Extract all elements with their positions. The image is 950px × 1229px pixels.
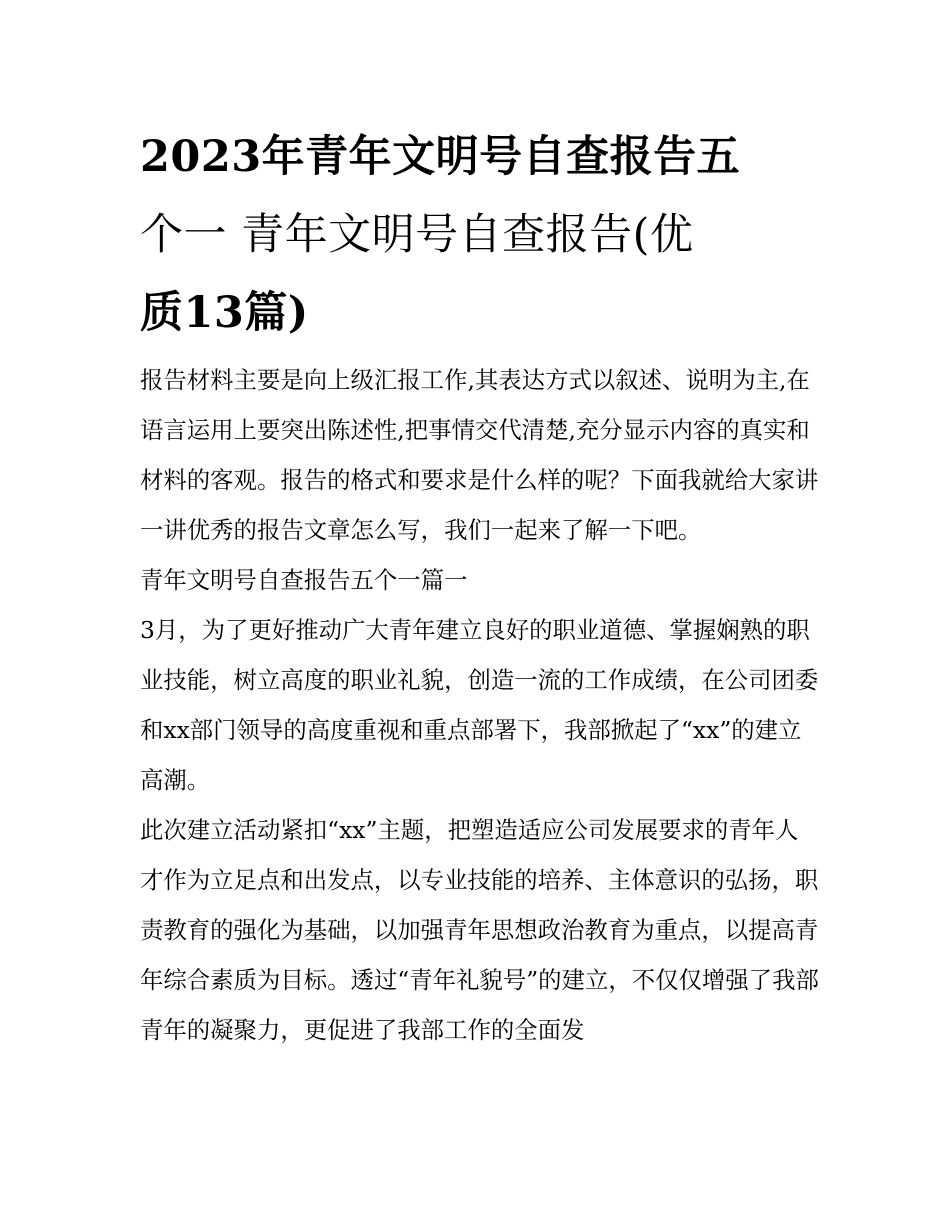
section-heading: 青年文明号自查报告五个一篇一 (140, 566, 468, 594)
body-paragraph: 此次建立活动紧扣“xx”主题，把塑造适应公司发展要求的青年人才作为立足点和出发点，以专业技能的培养、主体意识的弘扬，职责教育的强化为基础，以加强青年思想政治教育为重点，以提高青年综合素质为目标。透过“青年礼貌号”的建立，不仅仅增强了我部青年的凝聚力，更促进了我部工作的全面发 (140, 816, 819, 1044)
title-line-1: 2023年青年文明号自查报告五 (140, 132, 741, 182)
intro-paragraph: 报告材料主要是向上级汇报工作,其表达方式以叙述、说明为主,在语言运用上要突出陈述性,把事情交代清楚,充分显示内容的真实和材料的客观。报告的格式和要求是什么样的呢？下面我就给大家讲一讲优秀的报告文章怎么写，我们一起来了解一下吧。 (140, 366, 819, 544)
title-line-3: 质13篇) (140, 288, 309, 338)
title-line-2: 个一 青年文明号自查报告(优 (140, 210, 694, 260)
body-paragraph: 3月，为了更好推动广大青年建立良好的职业道德、掌握娴熟的职业技能，树立高度的职业礼貌，创造一流的工作成绩，在公司团委和xx部门领导的高度重视和重点部署下，我部掀起了“xx”的建立高潮。 (140, 616, 819, 794)
document-body (140, 355, 820, 1055)
document-title (140, 118, 820, 352)
